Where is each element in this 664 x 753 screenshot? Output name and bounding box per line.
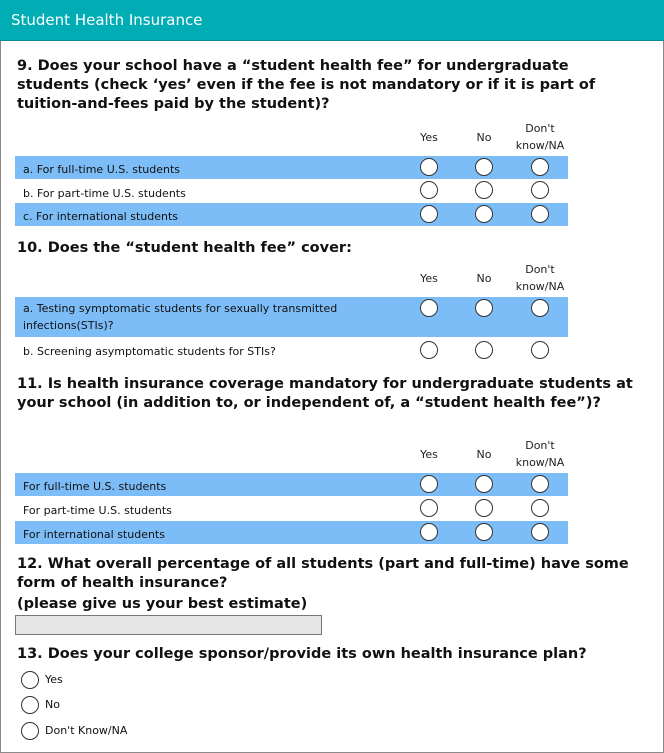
col-no: No <box>476 131 492 144</box>
q11a-yes-radio[interactable] <box>420 475 438 493</box>
col-no: No <box>476 272 492 285</box>
option-label: Yes <box>45 673 63 686</box>
q9-row-c <box>15 203 568 226</box>
col-dontknow-line1: Don't <box>525 439 555 452</box>
q13-dk-radio[interactable] <box>21 722 39 740</box>
q13-no-radio[interactable] <box>21 696 39 714</box>
col-dontknow <box>510 120 570 154</box>
q10b-no-radio[interactable] <box>475 341 493 359</box>
col-dontknow-line2: know/NA <box>515 280 565 293</box>
row-label: For part-time U.S. students <box>23 504 172 517</box>
q9b-no-radio[interactable] <box>475 181 493 199</box>
q10b-dk-radio[interactable] <box>531 341 549 359</box>
row-label: c. For international students <box>23 210 179 223</box>
question-12-title: 12. What overall percentage of all students (part and full-time) have some form of health insurance? <box>17 556 629 591</box>
q9-row-b <box>15 180 568 203</box>
q11b-yes-radio[interactable] <box>420 499 438 517</box>
col-yes: Yes <box>420 272 438 285</box>
row-label: For international students <box>23 528 165 541</box>
row-label: b. Screening asymptomatic students for STIs? <box>23 345 276 358</box>
q13-yes-radio[interactable] <box>21 671 39 689</box>
q10a-yes-radio[interactable] <box>420 299 438 317</box>
q11c-dk-radio[interactable] <box>531 523 549 541</box>
q10a-no-radio[interactable] <box>475 299 493 317</box>
question-12-subtitle: (please give us your best estimate) <box>17 596 308 612</box>
q9a-yes-radio[interactable] <box>420 158 438 176</box>
q10-row-b <box>15 338 568 361</box>
q9b-dk-radio[interactable] <box>531 181 549 199</box>
row-label: a. Testing symptomatic students for sexually transmitted infections(STIs)? <box>23 302 338 332</box>
section-title: Student Health Insurance <box>11 11 203 29</box>
question-10-title: 10. Does the “student health fee” cover: <box>17 240 352 256</box>
q11a-dk-radio[interactable] <box>531 475 549 493</box>
q11c-yes-radio[interactable] <box>420 523 438 541</box>
col-yes: Yes <box>420 131 438 144</box>
q9c-dk-radio[interactable] <box>531 205 549 223</box>
option-label: No <box>45 698 60 711</box>
q9b-yes-radio[interactable] <box>420 181 438 199</box>
q11a-no-radio[interactable] <box>475 475 493 493</box>
question-11-title: 11. Is health insurance coverage mandatory for undergraduate students at your school (in addition to, or independent of, a “student health fee”)? <box>17 376 633 411</box>
q11-row-b <box>15 497 568 520</box>
col-dontknow <box>510 437 570 471</box>
q9-row-a <box>15 156 568 179</box>
option-label: Don't Know/NA <box>45 724 128 737</box>
col-yes: Yes <box>420 448 438 461</box>
row-label: a. For full-time U.S. students <box>23 163 180 176</box>
q10a-dk-radio[interactable] <box>531 299 549 317</box>
row-label: b. For part-time U.S. students <box>23 187 186 200</box>
q9a-no-radio[interactable] <box>475 158 493 176</box>
col-dontknow-line1: Don't <box>525 122 555 135</box>
q11c-no-radio[interactable] <box>475 523 493 541</box>
q11b-no-radio[interactable] <box>475 499 493 517</box>
q11-row-c <box>15 521 568 544</box>
q9c-no-radio[interactable] <box>475 205 493 223</box>
percentage-input[interactable] <box>15 615 322 635</box>
col-dontknow <box>510 261 570 295</box>
col-dontknow-line2: know/NA <box>515 139 565 152</box>
question-13-title: 13. Does your college sponsor/provide its own health insurance plan? <box>17 646 587 662</box>
q10-row-a <box>15 297 568 337</box>
row-label: For full-time U.S. students <box>23 480 167 493</box>
q11b-dk-radio[interactable] <box>531 499 549 517</box>
question-9-title: 9. Does your school have a “student health fee” for undergraduate students (check ‘yes’ even if the fee is not mandatory or if it is part of tuition-and-fees paid by the student)? <box>17 58 596 112</box>
col-dontknow-line1: Don't <box>525 263 555 276</box>
q11-row-a <box>15 473 568 496</box>
q10b-yes-radio[interactable] <box>420 341 438 359</box>
col-dontknow-line2: know/NA <box>515 456 565 469</box>
col-no: No <box>476 448 492 461</box>
q9a-dk-radio[interactable] <box>531 158 549 176</box>
section-header <box>0 0 664 41</box>
q9c-yes-radio[interactable] <box>420 205 438 223</box>
